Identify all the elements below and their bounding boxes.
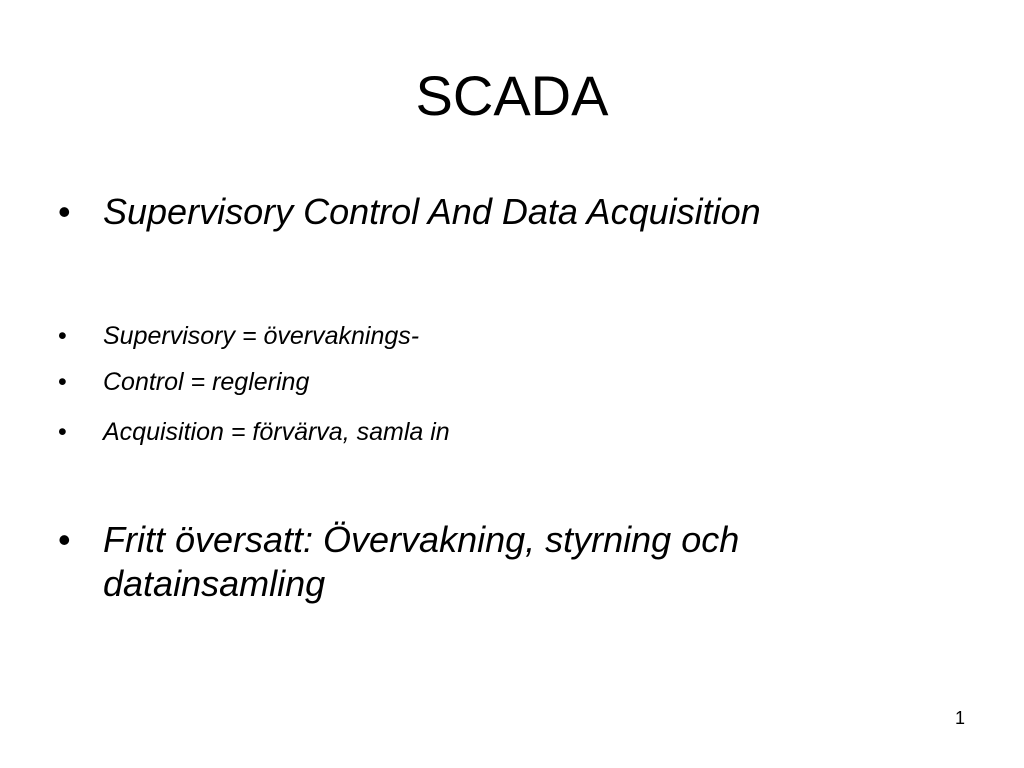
bullet-item <box>58 190 938 234</box>
bullet-marker: • <box>58 191 71 232</box>
bullet-text: Supervisory = övervaknings- <box>103 322 420 350</box>
bullet-item <box>58 518 938 606</box>
bullet-marker: • <box>58 368 67 396</box>
bullet-text: Supervisory Control And Data Acquisition <box>103 191 761 232</box>
bullet-item <box>58 366 938 398</box>
bullet-text: Acquisition = förvärva, samla in <box>103 418 450 446</box>
bullet-item <box>58 320 938 352</box>
bullet-marker: • <box>58 519 71 560</box>
bullet-text: Fritt översatt: Övervakning, styrning och datainsamling <box>103 519 740 604</box>
slide-title: SCADA <box>415 64 609 127</box>
bullet-item <box>58 416 938 448</box>
bullet-marker: • <box>58 322 67 350</box>
page-number: 1 <box>954 708 965 728</box>
bullet-marker: • <box>58 418 67 446</box>
bullet-text: Control = reglering <box>103 368 310 396</box>
